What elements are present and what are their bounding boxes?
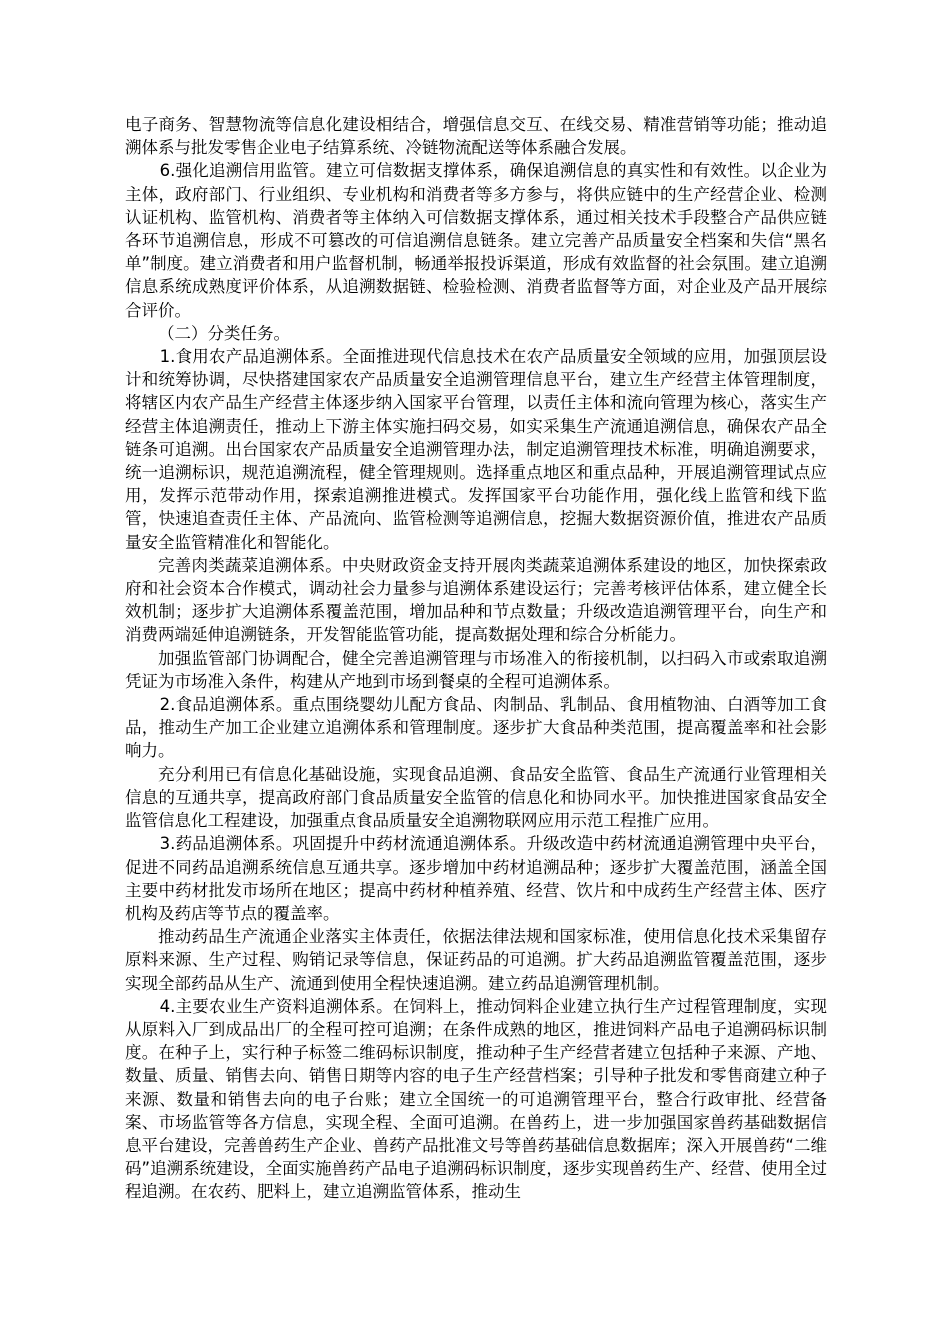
paragraph-2: 6.强化追溯信用监管。建立可信数据支撑体系，确保追溯信息的真实性和有效性。以企业为主体，政府部门、行业组织、专业机构和消费者等多方参与，将供应链中的生产经营企业、检测认证机构、监管机构、消费者等主体纳入可信数据支撑体系，通过相关技术手段整合产品供应链各环节追溯信息，形成不可篡改的可信追溯信息链条。建立完善产品质量安全档案和失信“黑名单”制度。建立消费者和用户监督机制，畅通举报投诉渠道，形成有效监督的社会氛围。建立追溯信息系统成熟度评价体系，从追溯数据链、检验检测、消费者监督等方面，对企业及产品开展综合评价。 <box>125 161 827 320</box>
paragraph-10: 推动药品生产流通企业落实主体责任，依据法律法规和国家标准，使用信息化技术采集留存原料来源、生产过程、购销记录等信息，保证药品的可追溯。扩大药品追溯监管覆盖范围，逐步实现全部药品从生产、流通到使用全程快速追溯。建立药品追溯管理机制。 <box>125 927 827 993</box>
paragraph-1: 电子商务、智慧物流等信息化建设相结合，增强信息交互、在线交易、精准营销等功能；推动追溯体系与批发零售企业电子结算系统、冷链物流配送等体系融合发展。 <box>125 115 827 158</box>
paragraph-9: 3.药品追溯体系。巩固提升中药材流通追溯体系。升级改造中药材流通追溯管理中央平台，促进不同药品追溯系统信息互通共享。逐步增加中药材追溯品种；逐步扩大覆盖范围，涵盖全国主要中药材批发市场所在地区；提高中药材种植养殖、经营、饮片和中成药生产经营主体、医疗机构及药店等节点的覆盖率。 <box>125 834 827 923</box>
document-body <box>125 113 827 1204</box>
paragraph-5: 完善肉类蔬菜追溯体系。中央财政资金支持开展肉类蔬菜追溯体系建设的地区，加快探索政府和社会资本合作模式，调动社会力量参与追溯体系建设运行；完善考核评估体系，建立健全长效机制；逐步扩大追溯体系覆盖范围，增加品种和节点数量；升级改造追溯管理平台，向生产和消费两端延伸追溯链条，开发智能监管功能，提高数据处理和综合分析能力。 <box>125 555 827 645</box>
paragraph-4: 1.食用农产品追溯体系。全面推进现代信息技术在农产品质量安全领域的应用，加强顶层设计和统筹协调，尽快搭建国家农产品质量安全追溯管理信息平台，建立生产经营主体管理制度，将辖区内农产品生产经营主体逐步纳入国家平台管理，以责任主体和流向管理为核心，落实生产经营主体追溯责任，推动上下游主体实施扫码交易，如实采集生产流通追溯信息，确保农产品全链条可追溯。出台国家农产品质量安全追溯管理办法，制定追溯管理技术标准，明确追溯要求，统一追溯标识，规范追溯流程，健全管理规则。选择重点地区和重点品种，开展追溯管理试点应用，发挥示范带动作用，探索追溯推进模式。发挥国家平台功能作用，强化线上监管和线下监管，快速追查责任主体、产品流向、监管检测等追溯信息，挖掘大数据资源价值，推进农产品质量安全监管精准化和智能化。 <box>125 347 827 552</box>
section-heading: （二）分类任务。 <box>158 323 290 343</box>
paragraph-11: 4.主要农业生产资料追溯体系。在饲料上，推动饲料企业建立执行生产过程管理制度，实现从原料入厂到成品出厂的全程可控可追溯；在条件成熟的地区，推进饲料产品电子追溯码标识制度。在种子上，实行种子标签二维码标识制度，推动种子生产经营者建立包括种子来源、产地、数量、质量、销售去向、销售日期等内容的电子生产经营档案；引导种子批发和零售商建立种子来源、数量和销售去向的电子台账；建立全国统一的可追溯管理平台，整合行政审批、经营备案、市场监管等各方信息，实现全程、全面可追溯。在兽药上，进一步加强国家兽药基础数据信息平台建设，完善兽药生产企业、兽药产品批准文号等兽药基础信息数据库；深入开展兽药“二维码”追溯系统建设，全面实施兽药产品电子追溯码标识制度，逐步实现兽药生产、经营、使用全过程追溯。在农药、肥料上，建立追溯监管体系，推动生 <box>125 996 827 1202</box>
paragraph-8: 充分利用已有信息化基础设施，实现食品追溯、食品安全监管、食品生产流通行业管理相关信息的互通共享，提高政府部门食品质量安全监管的信息化和协同水平。加快推进国家食品安全监管信息化工程建设，加强重点食品质量安全追溯物联网应用示范工程推广应用。 <box>125 764 827 831</box>
paragraph-6: 加强监管部门协调配合，健全完善追溯管理与市场准入的衔接机制，以扫码入市或索取追溯凭证为市场准入条件，构建从产地到市场到餐桌的全程可追溯体系。 <box>125 648 827 691</box>
paragraph-7: 2.食品追溯体系。重点围绕婴幼儿配方食品、肉制品、乳制品、食用植物油、白酒等加工食品，推动生产加工企业建立追溯体系和管理制度。逐步扩大食品种类范围，提高覆盖率和社会影响力。 <box>125 695 827 761</box>
